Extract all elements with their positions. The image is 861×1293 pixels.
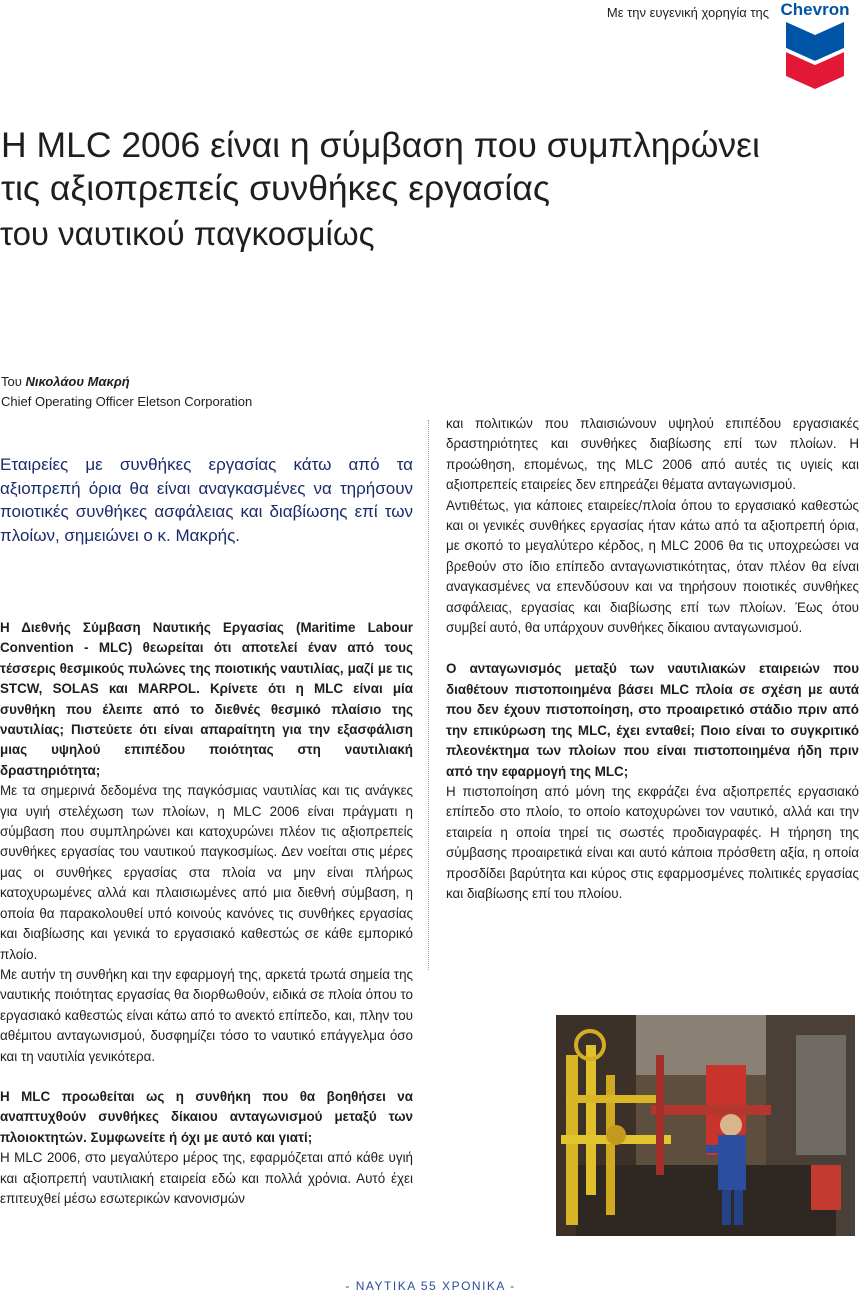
answer-3: Η πιστοποίηση από μόνη της εκφράζει ένα αξιοπρεπές εργασιακό επίπεδο στο πλοίο, το οποίο κατοχυρώνει τον ναυτικό, αλλά και την εταιρεία η οποία τηρεί τις σωστές προδιαγραφές. Η τήρηση της σύμβασης προαιρετικά είναι και αυτό κάποια πρόσθετη αξία, η οποία προσδίδει βαρύτητα και κύρος στις εφαρμοσμένες πολιτικές εργασίας και διαβίωσης επί του πλοίου.	[446, 783, 859, 901]
lead-paragraph: Εταιρείες με συνθήκες εργασίας κάτω από τα αξιοπρεπή όρια θα είναι αναγκασμένες να τηρήσουν ποιοτικές συνθήκες ασφάλειας και διαβίωσης επί των πλοίων, σημειώνει ο κ. Μακρής.	[0, 455, 413, 545]
title-line-2: τις αξιοπρεπείς συνθήκες εργασίας	[1, 168, 550, 208]
answer-2-paragraph-2: Αντιθέτως, για κάποιες εταιρείες/πλοία όπου το εργασιακό καθεστώς και οι γενικές συνθήκες εργασίας ήταν κάτω από τα αξιοπρεπή όρια, με σκοπό το μεγαλύτερο κέρδος, η MLC 2006 θα τις υποχρεώσει να βρεθούν στο ίδιο επίπεδο ανταγωνιστικότητας, όταν πλέον θα είναι αναγκασμένες να επενδύσουν και να τηρήσουν ποιοτικές συνθήκες ασφάλειας, εργασίας και διαβίωσης επί των πλοίων. Έως ότου συμβεί αυτό, θα υπάρχουν συνθήκες δίκαιου ανταγωνισμού.	[446, 497, 859, 636]
chevron-logo-mark	[780, 0, 850, 90]
title-subline: του ναυτικού παγκοσμίως	[0, 215, 375, 252]
question-3: Ο ανταγωνισμός μεταξύ των ναυτιλιακών εταιρειών που διαθέτουν πιστοποιημένα βάσει MLC πλοία σε σχέση με αυτά που δεν έχουν πιστοποίηση, στο προαιρετικό στάδιο πριν από την επικύρωση της MLC, έχει ενταθεί; Ποιο είναι το συγκριτικό πλεονέκτημα των πλοίων που είναι πιστοποιημένα ήδη πριν από την εφαρμογή της MLC;	[446, 661, 859, 779]
answer-1-paragraph-1: Με τα σημερινά δεδομένα της παγκόσμιας ναυτιλίας και τις ανάγκες για υγιή στελέχωση των πλοίων, η MLC 2006 είναι πράγματι η σύμβαση που συμπληρώνει και κατοχυρώνει πλέον τις αξιοπρεπείς συνθήκες εργασίας του ναυτικού παγκοσμίως. Δεν νοείται στις μέρες μας οι συνθήκες εργασίας στα πλοία να μην είναι πλήρως κατοχυρωμένες αλλά και πλαισιωμένες από μια διεθνή σύμβαση, η οποία θα παρακολουθεί υπό κοινούς κανόνες τις συνθήκες εργασίας και διαβίωσης και γενικά το εργασιακό καθεστώς σε κάθε εμπορικό πλοίο.	[0, 783, 413, 962]
author-role: Chief Operating Officer Eletson Corporation	[1, 394, 253, 409]
author-name: Νικολάου Μακρή	[25, 374, 130, 389]
right-column	[446, 414, 859, 904]
engine-room-illustration	[556, 1015, 855, 1236]
question-2: Η MLC προωθείται ως η συνθήκη που θα βοηθήσει να αναπτυχθούν συνθήκες δίκαιου ανταγωνισμού μεταξύ των πλοιοκτητών. Συμφωνείτε ή όχι με αυτό και γιατί;	[0, 1088, 413, 1145]
sponsor-text: Με την ευγενική χορηγία της	[606, 5, 769, 20]
answer-2-paragraph-1: Η MLC 2006, στο μεγαλύτερο μέρος της, εφαρμόζεται από κάθε υγιή και αξιοπρεπή ναυτιλιακή εταιρεία εδώ και πολλά χρόνια. Αυτό έχει επιτευχθεί μέσω εσωτερικών κανονισμών	[0, 1150, 413, 1206]
column-divider	[428, 420, 429, 970]
byline-name-row	[1, 372, 252, 392]
engine-room-photo	[556, 1015, 855, 1236]
page-footer: - ΝΑΥΤΙΚΑ 55 ΧΡΟΝΙΚΑ -	[345, 1279, 516, 1293]
answer-1-paragraph-2: Με αυτήν τη συνθήκη και την εφαρμογή της, αρκετά τρωτά σημεία της ναυτικής ποιότητας εργασίας θα διορθωθούν, ειδικά σε πλοία όπου το εργασιακό καθεστώς είναι κάτω από το ανεκτό επίπεδο, και, πλην του αθέμιτου ανταγωνισμού, δυσφημίζει τόσο το ναυτικό επάγγελμα όσο και τη ναυτιλία γενικότερα.	[0, 966, 413, 1064]
article-title	[0, 124, 760, 255]
chevron-logo	[780, 0, 850, 90]
left-column	[0, 618, 413, 1209]
title-line-1: Η MLC 2006 είναι η σύμβαση που συμπληρώνει	[1, 125, 760, 165]
byline	[1, 372, 252, 412]
question-1: Η Διεθνής Σύμβαση Ναυτικής Εργασίας (Maritime Labour Convention - MLC) θεωρείται ότι αποτελεί έναν από τους τέσσερις θεσμικούς πυλώνες της ποιοτικής ναυτιλίας, μαζί με τις STCW, SOLAS και MARPOL. Κρίνετε ότι η MLC είναι μία συνθήκη που έλειπε από το διεθνές θεσμικό πλαίσιο της ναυτιλίας; Πιστεύετε ότι είναι απαραίτητη για την εξασφάλιση μιας υψηλού επιπέδου ποιότητας στη ναυτιλιακή δραστηριότητα;	[0, 620, 413, 778]
chevron-logo-text: Chevron	[780, 0, 850, 19]
answer-2-continued: και πολιτικών που πλαισιώνουν υψηλού επιπέδου εργασιακές δραστηριότητες και συνθήκες διαβίωσης επί των πλοίων. Η προώθηση, επομένως, της MLC 2006 από αυτές τις υγιείς και αξιοπρεπείς εταιρείες δεν επηρεάζει θέματα ανταγωνισμού.	[446, 416, 859, 493]
byline-prefix: Του	[1, 374, 22, 389]
